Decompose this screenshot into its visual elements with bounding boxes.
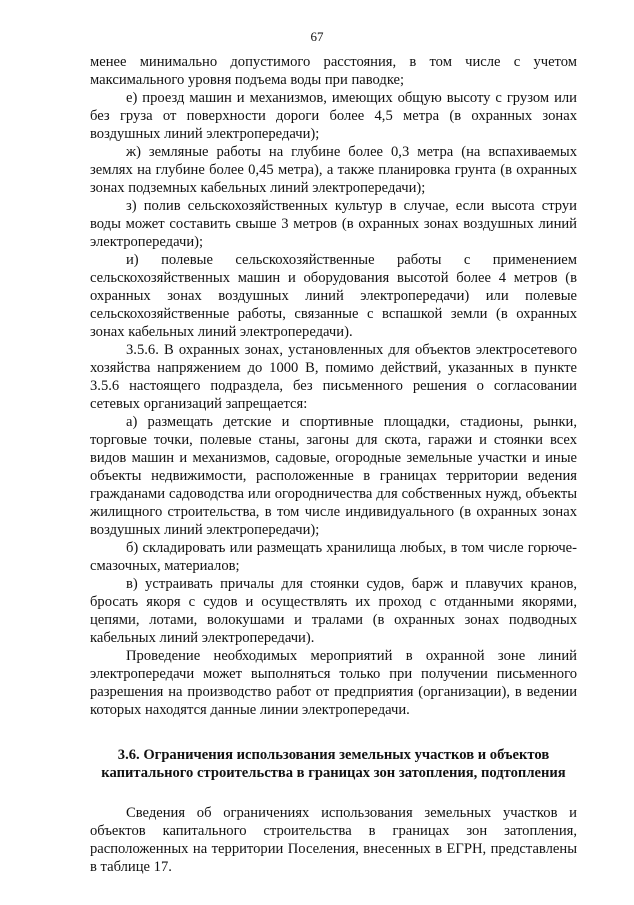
paragraph-continuation: менее минимально допустимого расстояния, в том числе с учетом максимального уровня подъема воды при паводке; xyxy=(90,54,577,88)
paragraph-item-a: а) размещать детские и спортивные площадки, стадионы, рынки, торговые точки, полевые станы, загоны для скота, гаражи и стоянки всех видов машин и механизмов, садовые, огородные земельные участки и иные объекты недвижимости, расположенные в границах территории ведения гражданами садоводства или огородничества для собственных нужд, объекты жилищного строительства, в том числе индивидуального (в охранных зонах воздушных линий электропередачи); xyxy=(90,414,577,538)
paragraph-table-reference: Сведения об ограничениях использования земельных участков и объектов капитального строительства в границах зон затопления, расположенных на территории Поселения, внесенных в ЕГРН, представлены в таблице 17. xyxy=(90,805,577,875)
document-body xyxy=(90,53,577,876)
paragraph-item-v: в) устраивать причалы для стоянки судов, барж и плавучих кранов, бросать якоря с судов и осуществлять их проход с отданными якорями, цепями, лотами, волокушами и тралами (в охранных зонах подводных кабельных линий электропередачи). xyxy=(90,576,577,646)
paragraph-clause-3-5-6: 3.5.6. В охранных зонах, установленных для объектов электросетевого хозяйства напряжением до 1000 В, помимо действий, указанных в пункте 3.5.6 настоящего подраздела, без письменного решения о согласовании сетевых организаций запрещается: xyxy=(90,342,577,412)
paragraph-item-zh: ж) земляные работы на глубине более 0,3 метра (на вспахиваемых землях на глубине более 0,45 метра), а также планировка грунта (в охранных зонах подземных кабельных линий электропередачи); xyxy=(90,144,577,196)
page-number: 67 xyxy=(310,29,324,44)
paragraph-item-z: з) полив сельскохозяйственных культур в случае, если высота струи воды может составить свыше 3 метров (в охранных зонах воздушных линий электропередачи); xyxy=(90,198,577,250)
paragraph-item-b: б) складировать или размещать хранилища любых, в том числе горюче-смазочных, материалов; xyxy=(90,540,577,574)
paragraph-item-e: е) проезд машин и механизмов, имеющих общую высоту с грузом или без груза от поверхности дороги более 4,5 метра (в охранных зонах воздушных линий электропередачи); xyxy=(90,90,577,142)
section-heading-3-6: 3.6. Ограничения использования земельных участков и объектов капитального строительства в границах зон затопления, подтопления xyxy=(101,747,566,781)
paragraph-measures: Проведение необходимых мероприятий в охранной зоне линий электропередачи может выполняться только при получении письменного разрешения на производство работ от предприятия (организации), в ведении которых находятся данные линии электропередачи. xyxy=(90,648,577,718)
paragraph-item-i: и) полевые сельскохозяйственные работы с применением сельскохозяйственных машин и оборудования высотой более 4 метров (в охранных зонах воздушных линий электропередачи) или полевые сельскохозяйственные работы, связанные с вспашкой земли (в охранных зонах кабельных линий электропередачи). xyxy=(90,252,577,340)
